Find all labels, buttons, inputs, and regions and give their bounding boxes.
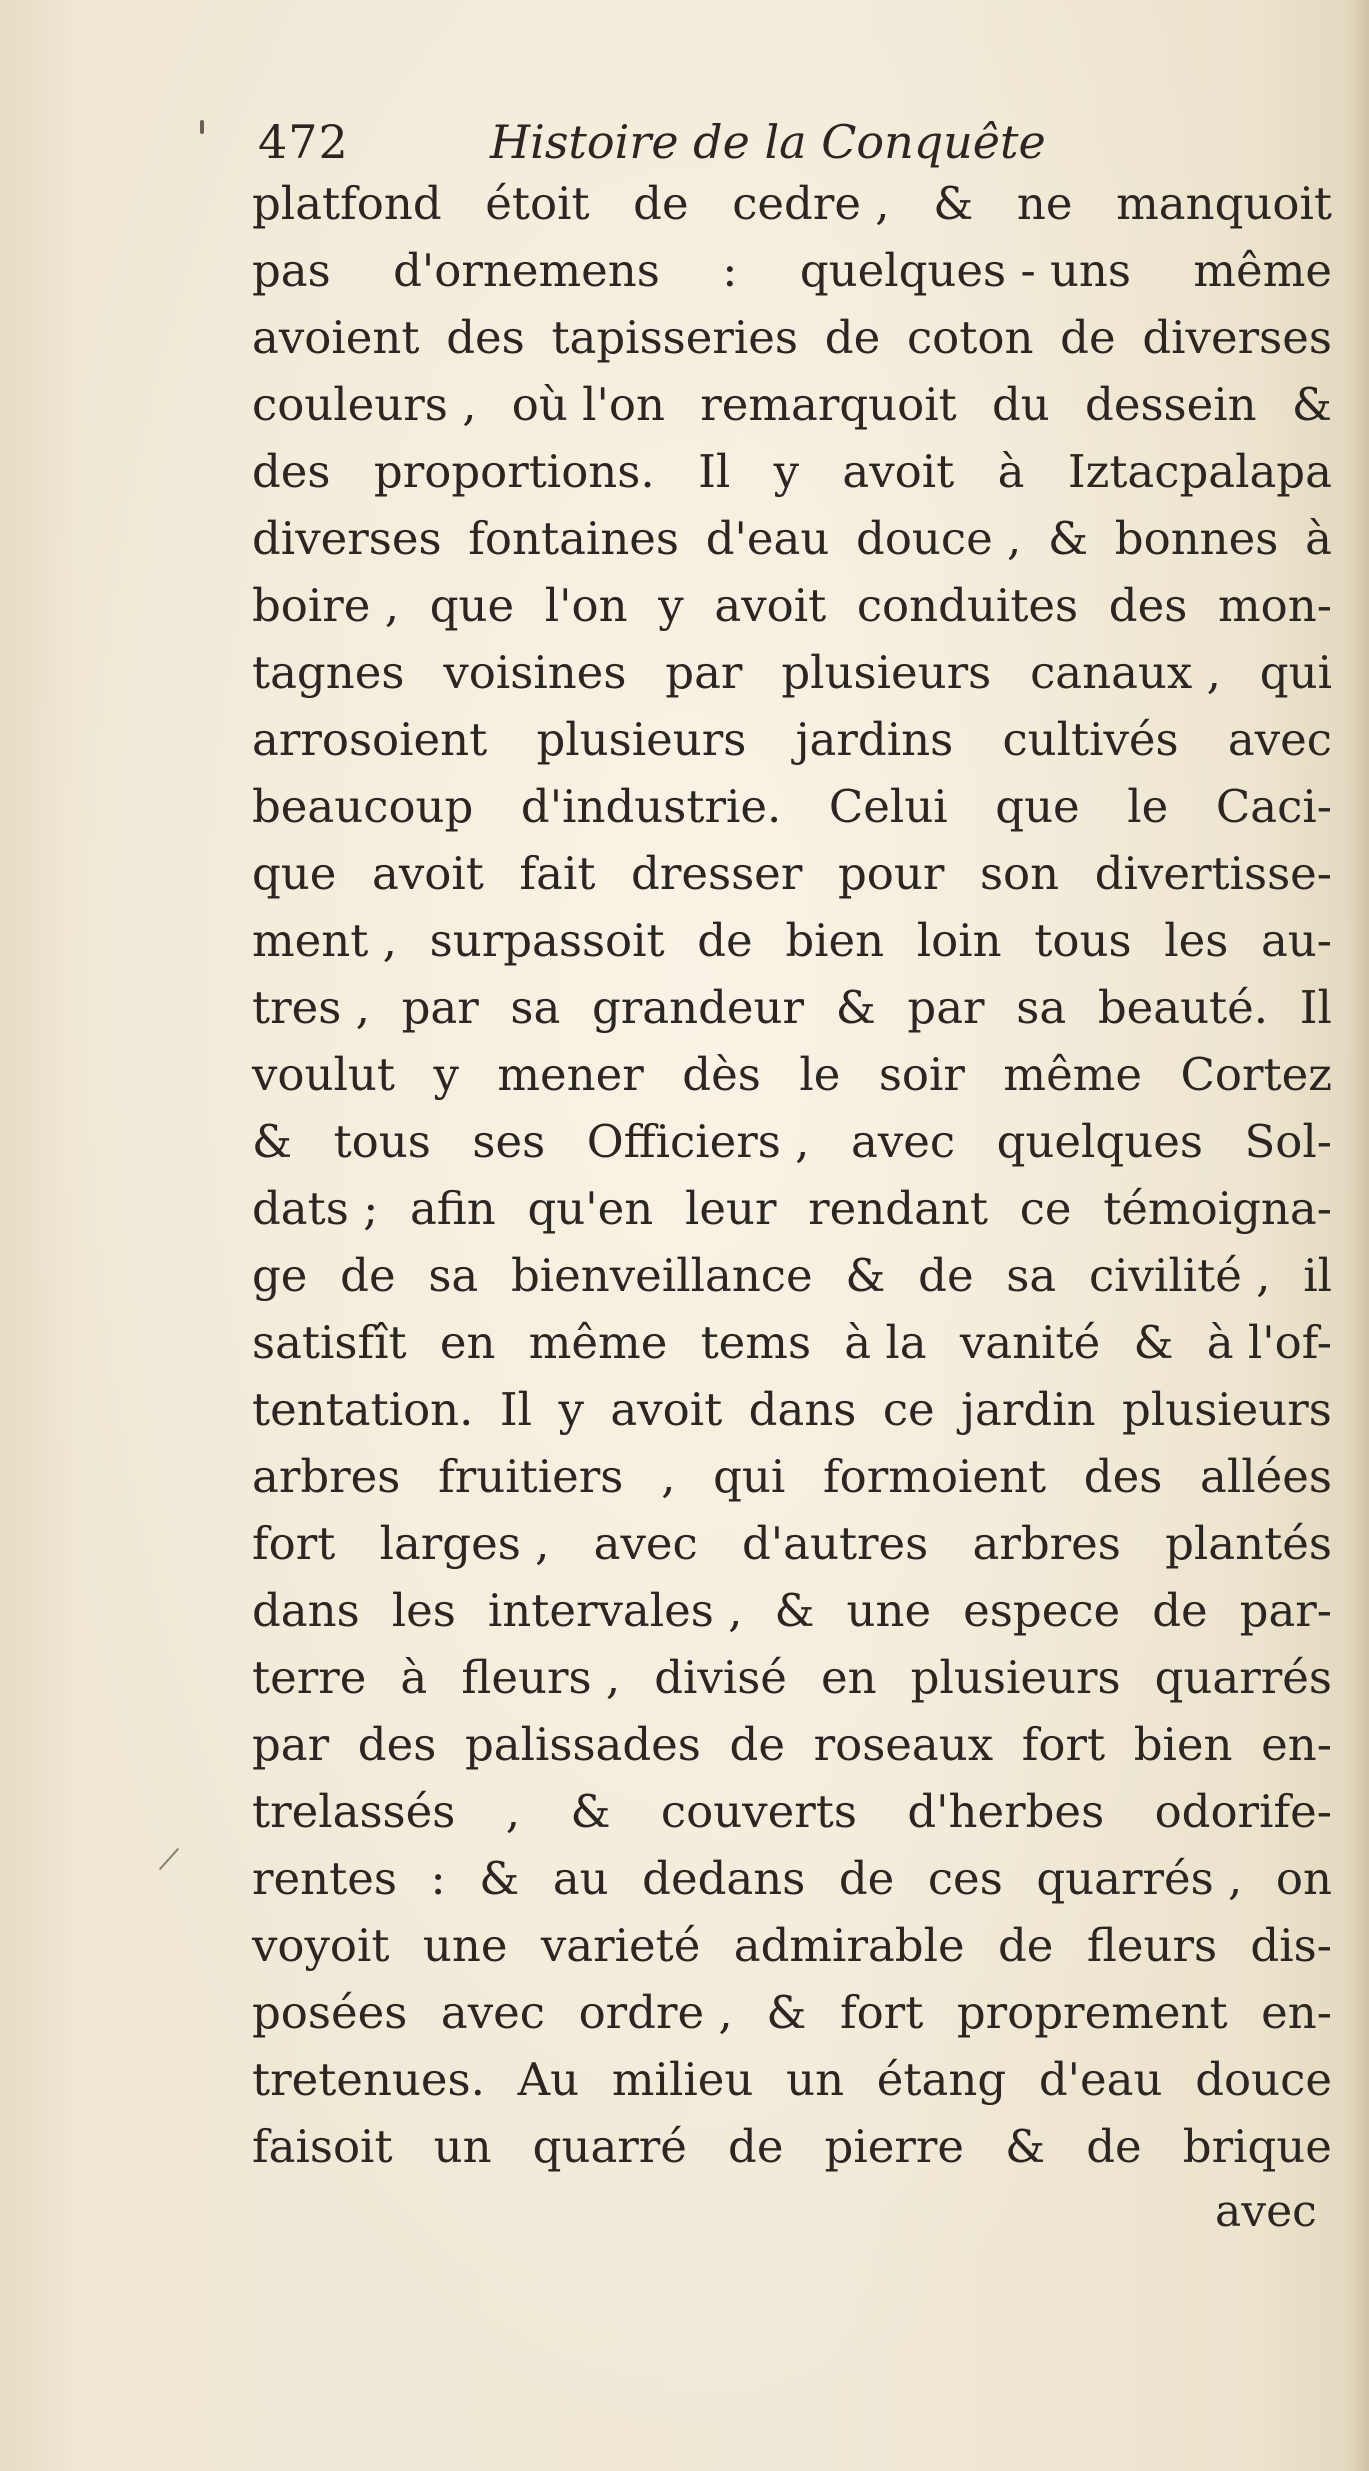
word: à bbox=[400, 1651, 428, 1704]
word: varieté bbox=[540, 1919, 701, 1972]
word: même bbox=[528, 1316, 668, 1369]
page-number: 472 bbox=[258, 115, 349, 169]
word: qui bbox=[1259, 646, 1332, 699]
word: ment , bbox=[252, 914, 397, 967]
word: : bbox=[722, 244, 738, 297]
word: Il bbox=[1299, 981, 1332, 1034]
word: loin bbox=[916, 914, 1002, 967]
word: de bbox=[918, 1249, 974, 1302]
word: une bbox=[422, 1919, 508, 1972]
word: admirable bbox=[733, 1919, 965, 1972]
word: de bbox=[824, 311, 881, 364]
word: étang bbox=[876, 2053, 1007, 2106]
text-line bbox=[252, 505, 1332, 572]
text-line bbox=[252, 706, 1332, 773]
word: au bbox=[552, 1852, 609, 1905]
word: proprement bbox=[956, 1986, 1228, 2039]
word: du bbox=[991, 378, 1050, 431]
running-title: Histoire de la Conquête bbox=[490, 115, 1046, 169]
word: voisines bbox=[443, 646, 627, 699]
word: dans bbox=[748, 1383, 857, 1436]
word: jardins bbox=[795, 713, 954, 766]
word: faisoit bbox=[252, 2120, 393, 2173]
word: & bbox=[774, 1584, 815, 1637]
word: canaux , bbox=[1030, 646, 1221, 699]
word: bien bbox=[785, 914, 885, 967]
word: terre bbox=[252, 1651, 367, 1704]
word: arbres bbox=[252, 1450, 401, 1503]
text-line bbox=[252, 237, 1332, 304]
word: qui bbox=[713, 1450, 786, 1503]
word: couleurs , bbox=[252, 378, 477, 431]
word: de bbox=[633, 177, 689, 230]
word: Sol- bbox=[1244, 1115, 1332, 1168]
word: plusieurs bbox=[536, 713, 747, 766]
word: même bbox=[1003, 1048, 1143, 1101]
word: en- bbox=[1261, 1986, 1332, 2039]
word: tagnes bbox=[252, 646, 405, 699]
word: proportions. bbox=[373, 445, 655, 498]
word: jardin bbox=[961, 1383, 1096, 1436]
text-line bbox=[252, 1979, 1332, 2046]
word: par bbox=[252, 1718, 330, 1771]
word: dedans bbox=[642, 1852, 806, 1905]
word: leur bbox=[684, 1182, 777, 1235]
text-line bbox=[252, 773, 1332, 840]
text-line bbox=[252, 1778, 1332, 1845]
word: arrosoient bbox=[252, 713, 488, 766]
word: même bbox=[1193, 244, 1332, 297]
text-line bbox=[252, 1108, 1332, 1175]
text-line bbox=[252, 639, 1332, 706]
word: douce bbox=[1195, 2053, 1332, 2106]
word: voulut bbox=[252, 1048, 395, 1101]
body-text bbox=[252, 170, 1332, 2180]
word: fleurs , bbox=[461, 1651, 621, 1704]
word: y bbox=[773, 445, 800, 498]
word: d'herbes bbox=[907, 1785, 1105, 1838]
word: le bbox=[1127, 780, 1169, 833]
word: divisé bbox=[654, 1651, 787, 1704]
word: platfond bbox=[252, 177, 442, 230]
word: plantés bbox=[1165, 1517, 1332, 1570]
word: avoit bbox=[714, 579, 827, 632]
word: il bbox=[1303, 1249, 1332, 1302]
word: d'industrie. bbox=[520, 780, 782, 833]
word: avec bbox=[850, 1115, 956, 1168]
word: remarquoit bbox=[700, 378, 957, 431]
word: dresser bbox=[631, 847, 803, 900]
word: Il bbox=[499, 1383, 533, 1436]
word: sa bbox=[428, 1249, 479, 1302]
word: Celui bbox=[828, 780, 948, 833]
word: ordre , bbox=[578, 1986, 733, 2039]
word: manquoit bbox=[1116, 177, 1332, 230]
word: civilité , bbox=[1088, 1249, 1271, 1302]
word: fort bbox=[252, 1517, 336, 1570]
word: mener bbox=[497, 1048, 644, 1101]
word: d'eau bbox=[705, 512, 830, 565]
word: boire , bbox=[252, 579, 400, 632]
word: & bbox=[1005, 2120, 1046, 2173]
word: avec bbox=[593, 1517, 698, 1570]
word: avec bbox=[1227, 713, 1332, 766]
catchword: avec bbox=[1215, 2186, 1317, 2237]
word: sa bbox=[1006, 1249, 1057, 1302]
text-line bbox=[252, 1041, 1332, 1108]
word: & bbox=[479, 1852, 520, 1905]
word: avoit bbox=[372, 847, 484, 900]
word: larges , bbox=[379, 1517, 550, 1570]
word: fruitiers bbox=[438, 1450, 624, 1503]
word: & bbox=[1048, 512, 1089, 565]
word: à bbox=[997, 445, 1025, 498]
word: par bbox=[401, 981, 479, 1034]
word: quarré bbox=[532, 2120, 687, 2173]
word: & bbox=[1291, 378, 1332, 431]
text-line bbox=[252, 1644, 1332, 1711]
word: couverts bbox=[660, 1785, 857, 1838]
text-line bbox=[252, 1577, 1332, 1644]
word: vanité bbox=[959, 1316, 1101, 1369]
word: , bbox=[505, 1785, 521, 1838]
word: par- bbox=[1239, 1584, 1332, 1637]
word: des bbox=[252, 445, 331, 498]
word: intervales , bbox=[487, 1584, 743, 1637]
word: coton bbox=[906, 311, 1034, 364]
word: de bbox=[340, 1249, 396, 1302]
word: espece bbox=[963, 1584, 1121, 1637]
word: grandeur bbox=[591, 981, 805, 1034]
word: Au bbox=[517, 2053, 580, 2106]
word: à l'of- bbox=[1206, 1316, 1332, 1369]
text-line bbox=[252, 1242, 1332, 1309]
word: les bbox=[1164, 914, 1229, 967]
text-line bbox=[252, 840, 1332, 907]
word: à bbox=[1305, 512, 1332, 565]
word: posées bbox=[252, 1986, 408, 2039]
word: soir bbox=[878, 1048, 965, 1101]
word: son bbox=[979, 847, 1060, 900]
word: satisfît bbox=[252, 1316, 407, 1369]
word: avec bbox=[440, 1986, 546, 2039]
word: quarrés bbox=[1154, 1651, 1332, 1704]
word: brique bbox=[1182, 2120, 1332, 2173]
word: tems bbox=[700, 1316, 812, 1369]
text-line bbox=[252, 1912, 1332, 1979]
word: bienveillance bbox=[510, 1249, 813, 1302]
word: Officiers , bbox=[586, 1115, 810, 1168]
word: y bbox=[558, 1383, 584, 1436]
word: tous bbox=[1034, 914, 1132, 967]
word: sa bbox=[510, 981, 561, 1034]
text-line bbox=[252, 974, 1332, 1041]
word: plusieurs bbox=[910, 1651, 1121, 1704]
word: fort bbox=[1021, 1718, 1106, 1771]
word: d'autres bbox=[741, 1517, 929, 1570]
text-line bbox=[252, 304, 1332, 371]
word: & bbox=[835, 981, 876, 1034]
word: de bbox=[1152, 1584, 1208, 1637]
word: & bbox=[845, 1249, 886, 1302]
word: tres , bbox=[252, 981, 370, 1034]
word: bien bbox=[1133, 1718, 1233, 1771]
word: ne bbox=[1016, 177, 1073, 230]
word: une bbox=[846, 1584, 932, 1637]
word: de bbox=[1086, 2120, 1142, 2173]
word: tentation. bbox=[252, 1383, 474, 1436]
word: pour bbox=[837, 847, 945, 900]
word: roseaux bbox=[813, 1718, 994, 1771]
word: palissades bbox=[464, 1718, 701, 1771]
word: diverses bbox=[252, 512, 442, 565]
word: bonnes bbox=[1114, 512, 1279, 565]
word: y bbox=[658, 579, 684, 632]
word: l'on bbox=[544, 579, 628, 632]
text-line bbox=[252, 572, 1332, 639]
word: par bbox=[907, 981, 985, 1034]
word: que bbox=[252, 847, 337, 900]
word: allées bbox=[1200, 1450, 1332, 1503]
text-line bbox=[252, 907, 1332, 974]
word: tretenues. bbox=[252, 2053, 485, 2106]
word: en- bbox=[1261, 1718, 1332, 1771]
word: plusieurs bbox=[1122, 1383, 1332, 1436]
word: plusieurs bbox=[781, 646, 992, 699]
word: dessein bbox=[1085, 378, 1257, 431]
word: Caci- bbox=[1215, 780, 1332, 833]
word: pierre bbox=[824, 2120, 965, 2173]
word: à la bbox=[844, 1316, 927, 1369]
text-line bbox=[252, 2113, 1332, 2180]
word: tous bbox=[333, 1115, 431, 1168]
text-line bbox=[252, 1175, 1332, 1242]
word: dats ; bbox=[252, 1182, 379, 1235]
word: que bbox=[429, 579, 515, 632]
word: où l'on bbox=[511, 378, 665, 431]
word: voyoit bbox=[252, 1919, 390, 1972]
word: d'eau bbox=[1038, 2053, 1163, 2106]
word: diverses bbox=[1142, 311, 1332, 364]
word: un bbox=[786, 2053, 845, 2106]
word: arbres bbox=[972, 1517, 1121, 1570]
word: pas bbox=[252, 244, 331, 297]
text-line bbox=[252, 1309, 1332, 1376]
word: de bbox=[998, 1919, 1054, 1972]
word: avoit bbox=[610, 1383, 723, 1436]
text-line bbox=[252, 1510, 1332, 1577]
word: odorife- bbox=[1154, 1785, 1332, 1838]
word: fait bbox=[519, 847, 596, 900]
word: en bbox=[821, 1651, 877, 1704]
word: cedre , bbox=[732, 177, 890, 230]
word: & bbox=[570, 1785, 611, 1838]
word: étoit bbox=[485, 177, 590, 230]
margin-pencil-mark bbox=[159, 1848, 179, 1870]
word: Iztacpalapa bbox=[1067, 445, 1332, 498]
word: formoient bbox=[822, 1450, 1047, 1503]
word: ge bbox=[252, 1249, 308, 1302]
word: des bbox=[357, 1718, 437, 1771]
ink-mark bbox=[200, 120, 204, 134]
word: ces bbox=[927, 1852, 1003, 1905]
word: & bbox=[252, 1115, 293, 1168]
word: fort bbox=[839, 1986, 924, 2039]
text-line bbox=[252, 1443, 1332, 1510]
word: qu'en bbox=[527, 1182, 654, 1235]
word: rendant bbox=[808, 1182, 988, 1235]
text-line bbox=[252, 170, 1332, 237]
word: par bbox=[665, 646, 743, 699]
word: tapisseries bbox=[551, 311, 799, 364]
word: le bbox=[799, 1048, 841, 1101]
word: de bbox=[697, 914, 753, 967]
word: milieu bbox=[611, 2053, 754, 2106]
word: cultivés bbox=[1002, 713, 1179, 766]
word: , bbox=[661, 1450, 676, 1503]
word: d'ornemens bbox=[393, 244, 660, 297]
word: Cortez bbox=[1180, 1048, 1332, 1101]
text-line bbox=[252, 2046, 1332, 2113]
page-header bbox=[258, 112, 1258, 172]
word: au- bbox=[1260, 914, 1332, 967]
word: ce bbox=[1019, 1182, 1072, 1235]
word: dès bbox=[682, 1048, 761, 1101]
word: rentes bbox=[252, 1852, 397, 1905]
word: quelques - uns bbox=[799, 244, 1132, 297]
word: quelques bbox=[996, 1115, 1203, 1168]
word: ce bbox=[882, 1383, 935, 1436]
word: de bbox=[838, 1852, 895, 1905]
word: des bbox=[446, 311, 525, 364]
word: quarrés , bbox=[1036, 1852, 1243, 1905]
word: & bbox=[766, 1986, 807, 2039]
word: fleurs bbox=[1086, 1919, 1218, 1972]
text-line bbox=[252, 1845, 1332, 1912]
word: dis- bbox=[1250, 1919, 1332, 1972]
word: des bbox=[1108, 579, 1188, 632]
text-line bbox=[252, 438, 1332, 505]
word: en bbox=[439, 1316, 496, 1369]
word: des bbox=[1083, 1450, 1163, 1503]
word: & bbox=[933, 177, 974, 230]
word: sa bbox=[1016, 981, 1067, 1034]
word: trelassés bbox=[252, 1785, 456, 1838]
word: divertisse- bbox=[1094, 847, 1332, 900]
text-line bbox=[252, 371, 1332, 438]
word: & bbox=[1133, 1316, 1174, 1369]
word: de bbox=[1060, 311, 1116, 364]
word: beaucoup bbox=[252, 780, 474, 833]
word: mon- bbox=[1217, 579, 1332, 632]
word: que bbox=[995, 780, 1080, 833]
word: y bbox=[433, 1048, 459, 1101]
word: Il bbox=[698, 445, 731, 498]
word: beauté. bbox=[1097, 981, 1269, 1034]
word: on bbox=[1275, 1852, 1332, 1905]
word: dans bbox=[252, 1584, 360, 1637]
word: de bbox=[728, 2120, 784, 2173]
word: un bbox=[433, 2120, 492, 2173]
word: les bbox=[391, 1584, 456, 1637]
word: surpassoit bbox=[429, 914, 665, 967]
word: conduites bbox=[856, 579, 1079, 632]
word: ses bbox=[472, 1115, 546, 1168]
word: avoient bbox=[252, 311, 420, 364]
word: afin bbox=[409, 1182, 496, 1235]
word: : bbox=[430, 1852, 446, 1905]
word: fontaines bbox=[468, 512, 680, 565]
text-line bbox=[252, 1711, 1332, 1778]
word: de bbox=[729, 1718, 785, 1771]
word: avoit bbox=[842, 445, 955, 498]
text-line bbox=[252, 1376, 1332, 1443]
page-edge-shadow bbox=[1347, 0, 1369, 2471]
word: douce , bbox=[856, 512, 1022, 565]
word: témoigna- bbox=[1103, 1182, 1332, 1235]
